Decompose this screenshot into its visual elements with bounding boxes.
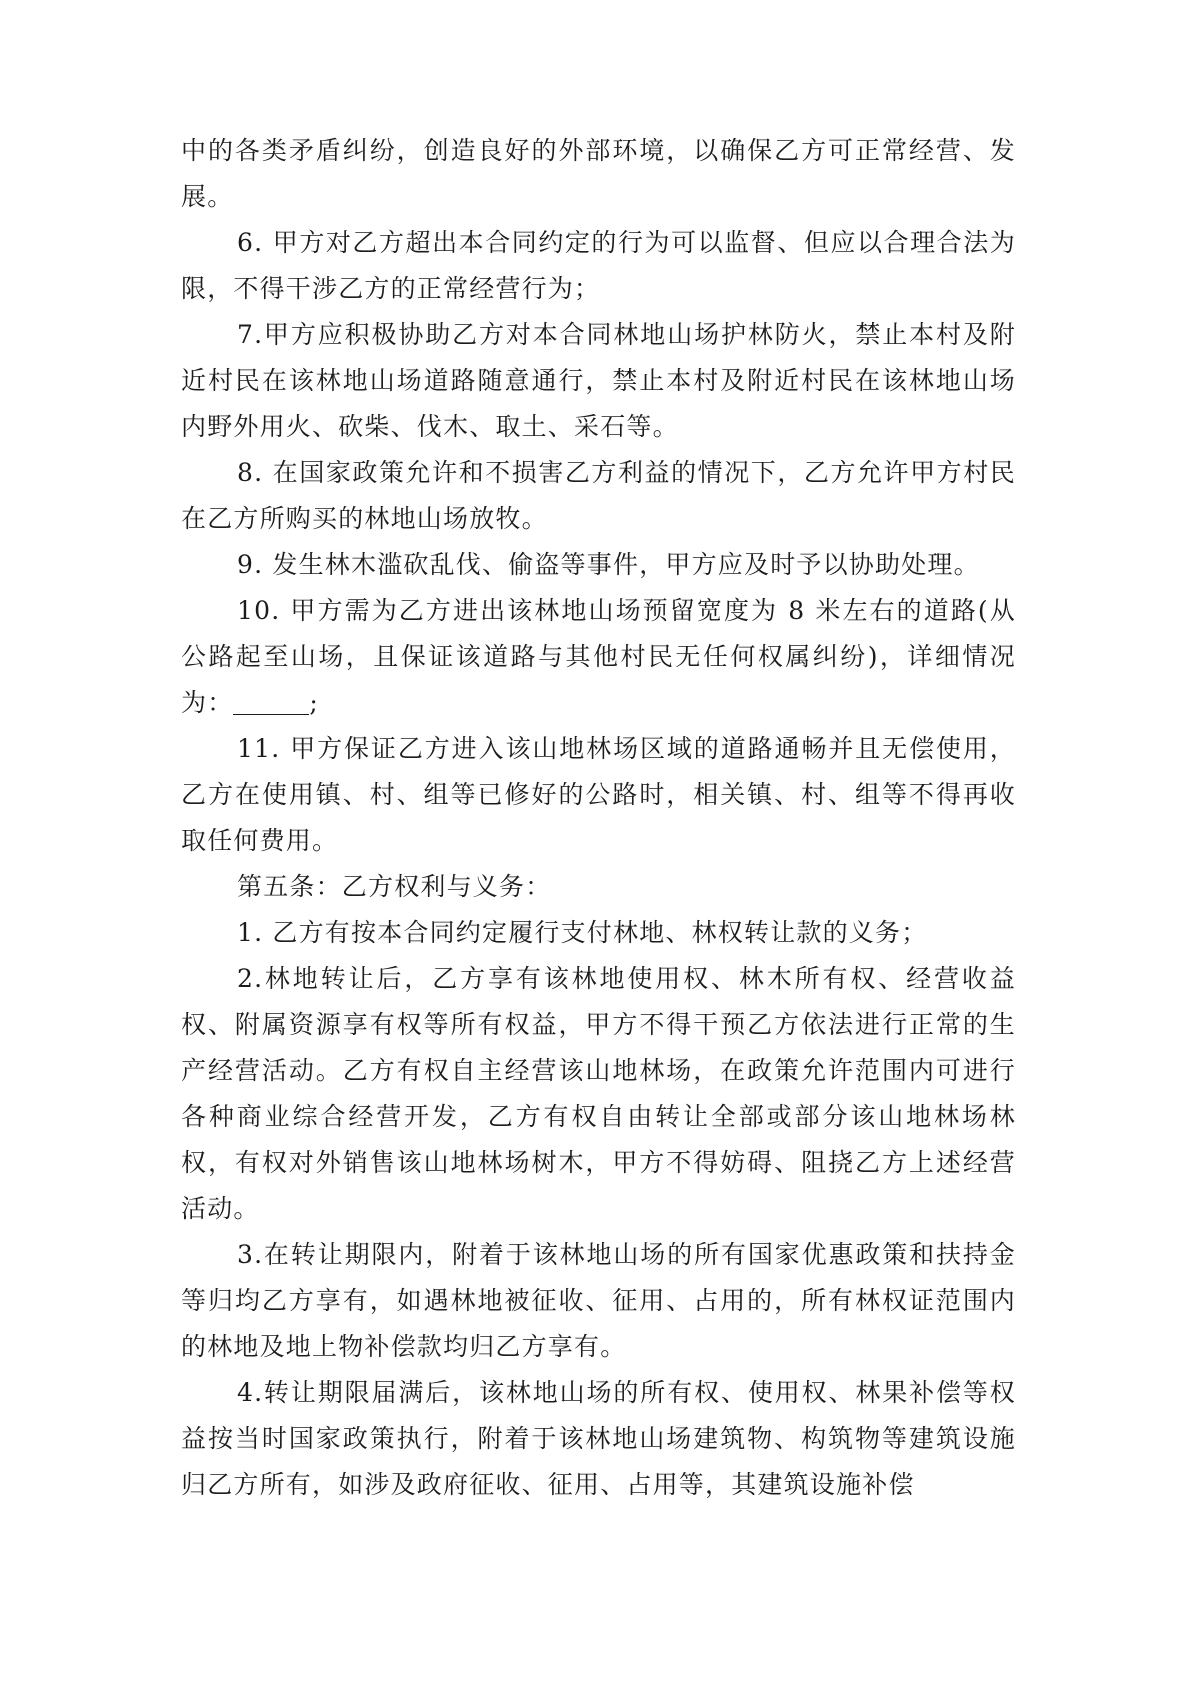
- paragraph-clause-10: [181, 588, 1016, 726]
- fill-in-blank: [233, 686, 309, 715]
- paragraph-clause-6: 6. 甲方对乙方超出本合同约定的行为可以监督、但应以合理合法为限，不得干涉乙方的正常经营行为；: [181, 228, 1016, 303]
- paragraph-right-4: 4.转让期限届满后，该林地山场的所有权、使用权、林果补偿等权益按当时国家政策执行，附着于该林地山场建筑物、构筑物等建筑设施归乙方所有，如涉及政府征收、征用、占用等，其建筑设施补偿: [181, 1378, 1016, 1499]
- paragraph-clause-11: 11. 甲方保证乙方进入该山地林场区域的道路通畅并且无偿使用，乙方在使用镇、村、组等已修好的公路时，相关镇、村、组等不得再收取任何费用。: [181, 734, 1016, 855]
- paragraph-clause-7: 7.甲方应积极协助乙方对本合同林地山场护林防火，禁止本村及附近村民在该林地山场道路随意通行，禁止本村及附近村民在该林地山场内野外用火、砍柴、伐木、取土、采石等。: [181, 320, 1016, 441]
- paragraph-right-2: 2.林地转让后，乙方享有该林地使用权、林木所有权、经营收益权、附属资源享有权等所有权益，甲方不得干预乙方依法进行正常的生产经营活动。乙方有权自主经营该山地林场，在政策允许范围内可进行各种商业综合经营开发，乙方有权自由转让全部或部分该山地林场林权，有权对外销售该山地林场树木，甲方不得妨碍、阻挠乙方上述经营活动。: [181, 964, 1016, 1223]
- document-body: [181, 128, 1016, 1508]
- paragraph-clause-9: 9. 发生林木滥砍乱伐、偷盗等事件，甲方应及时予以协助处理。: [237, 550, 980, 579]
- clause-10-suffix: ;: [309, 688, 320, 717]
- paragraph-right-3: 3.在转让期限内，附着于该林地山场的所有国家优惠政策和扶持金等归均乙方享有，如遇林地被征收、征用、占用的，所有林权证范围内的林地及地上物补偿款均归乙方享有。: [181, 1240, 1016, 1361]
- paragraph-duty-1: 1. 乙方有按本合同约定履行支付林地、林权转让款的义务；: [237, 918, 928, 947]
- paragraph-continuation: 中的各类矛盾纠纷，创造良好的外部环境，以确保乙方可正常经营、发展。: [181, 136, 1016, 211]
- article-5-heading: 第五条：乙方权利与义务：: [237, 872, 552, 901]
- clause-10-text: 10. 甲方需为乙方进出该林地山场预留宽度为 8 米左右的道路(从公路起至山场，且保证该道路与其他村民无任何权属纠纷)，详细情况为：: [181, 596, 1016, 717]
- paragraph-clause-8: 8. 在国家政策允许和不损害乙方利益的情况下，乙方允许甲方村民在乙方所购买的林地山场放牧。: [181, 458, 1016, 533]
